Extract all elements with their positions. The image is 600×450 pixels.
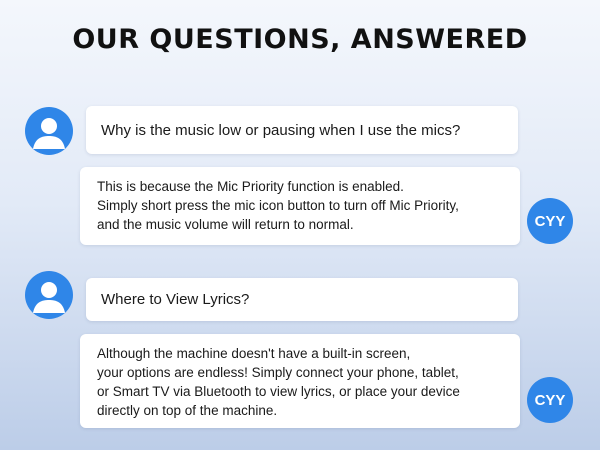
support-avatar-label: CYY [534, 212, 566, 230]
person-icon [25, 271, 73, 319]
question-bubble [86, 278, 518, 321]
support-avatar-icon [527, 198, 573, 244]
person-icon [25, 107, 73, 155]
answer-text: This is because the Mic Priority function is enabled. Simply short press the mic icon button to turn off Mic Priority, and the music volume will return to normal. [97, 179, 459, 232]
question-bubble [86, 106, 518, 154]
user-avatar-icon [25, 107, 73, 155]
question-text: Where to View Lyrics? [101, 291, 250, 308]
answer-text: Although the machine doesn't have a built-in screen, your options are endless! Simply connect your phone, tablet, or Smart TV via Bluetooth to view lyrics, or place your device directly on top of the machine. [97, 346, 460, 418]
answer-bubble [80, 167, 520, 245]
support-avatar-icon [527, 377, 573, 423]
page-title: OUR QUESTIONS, ANSWERED [72, 24, 528, 55]
user-avatar-icon [25, 271, 73, 319]
support-avatar-label: CYY [534, 391, 566, 409]
question-text: Why is the music low or pausing when I use the mics? [101, 121, 461, 139]
answer-bubble [80, 334, 520, 428]
